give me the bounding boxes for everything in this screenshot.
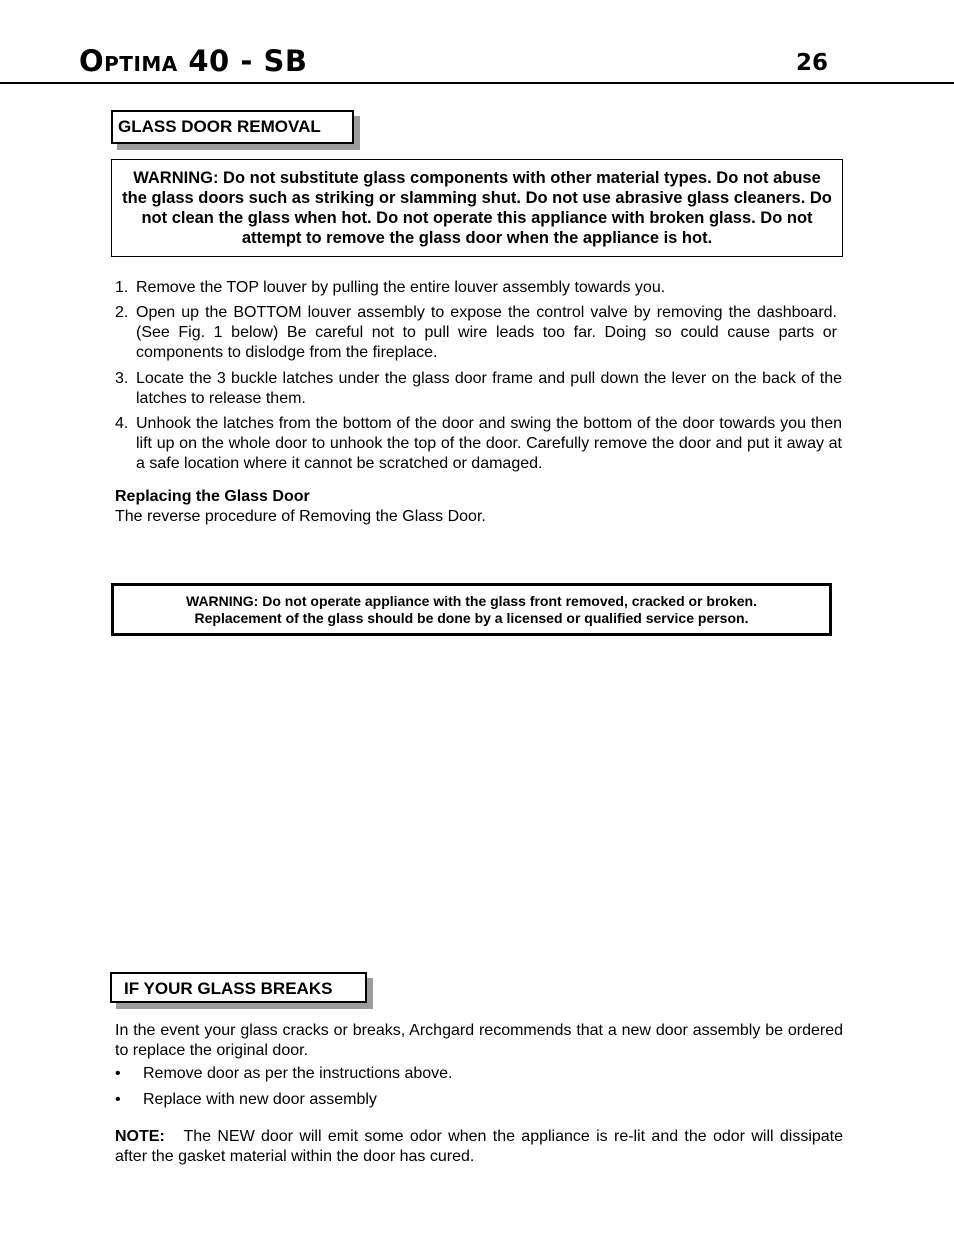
bullet-icon: • (115, 1091, 121, 1108)
step-text: Unhook the latches from the bottom of the door and swing the bottom of the door towards you then lift up on the whole door to unhook the top of the door. Carefully remove the door and put it away at a safe location where it cannot be scratched or damaged. (136, 415, 842, 472)
replacing-text: The reverse procedure of Removing the Glass Door. (115, 508, 486, 525)
warning-line-1: WARNING: Do not operate appliance with the glass front removed, cracked or broken. (186, 593, 757, 609)
bullet-icon: • (115, 1065, 121, 1082)
warning-line-2: Replacement of the glass should be done by a licensed or qualified service person. (194, 610, 749, 626)
warning-box: WARNING: Do not substitute glass components with other material types. Do not abuse the glass doors such as striking or slamming shut. Do not use abrasive glass cleaners. Do not clean the glass when hot. Do not operate this appliance with broken glass. Do not attempt to remove the glass door when the appliance is hot. (111, 159, 843, 257)
replacing-heading: Replacing the Glass Door (115, 488, 310, 505)
step-number: 1. (115, 279, 129, 296)
warning-box-glass-front (111, 583, 832, 636)
page-number: 26 (796, 50, 829, 76)
header-rule (0, 82, 954, 84)
note-text: The NEW door will emit some odor when the appliance is re-lit and the odor will dissipate after the gasket material within the door has cured. (115, 1128, 844, 1165)
bullet-item (115, 1090, 377, 1110)
step-text: Open up the BOTTOM louver assembly to expose the control valve by removing the dashboard. (See Fig. 1 below) Be careful not to pull wire leads too far. Doing so could cause parts or components to dislodge from the fireplace. (136, 304, 837, 361)
step-number: 3. (115, 370, 129, 387)
bullet-item (115, 1064, 453, 1084)
step-1 (115, 278, 842, 298)
step-text: Locate the 3 buckle latches under the glass door frame and pull down the lever on the back of the latches to release them. (136, 370, 842, 407)
step-3 (115, 369, 842, 409)
step-2 (115, 303, 837, 363)
note-label: NOTE: (115, 1128, 165, 1145)
section-heading-if-your-glass-breaks: IF YOUR GLASS BREAKS (110, 972, 367, 1003)
step-text: Remove the TOP louver by pulling the entire louver assembly towards you. (136, 279, 666, 296)
step-4 (115, 414, 842, 474)
document-title: Optima 40 - SB (79, 44, 308, 78)
glass-breaks-intro: In the event your glass cracks or breaks, Archgard recommends that a new door assembly be ordered to replace the original door. (115, 1022, 843, 1059)
note-paragraph (115, 1127, 843, 1167)
section-heading-glass-door-removal: GLASS DOOR REMOVAL (111, 110, 354, 144)
step-number: 2. (115, 304, 129, 321)
bullet-text: Remove door as per the instructions above. (143, 1065, 453, 1082)
step-number: 4. (115, 415, 129, 432)
bullet-text: Replace with new door assembly (143, 1091, 377, 1108)
